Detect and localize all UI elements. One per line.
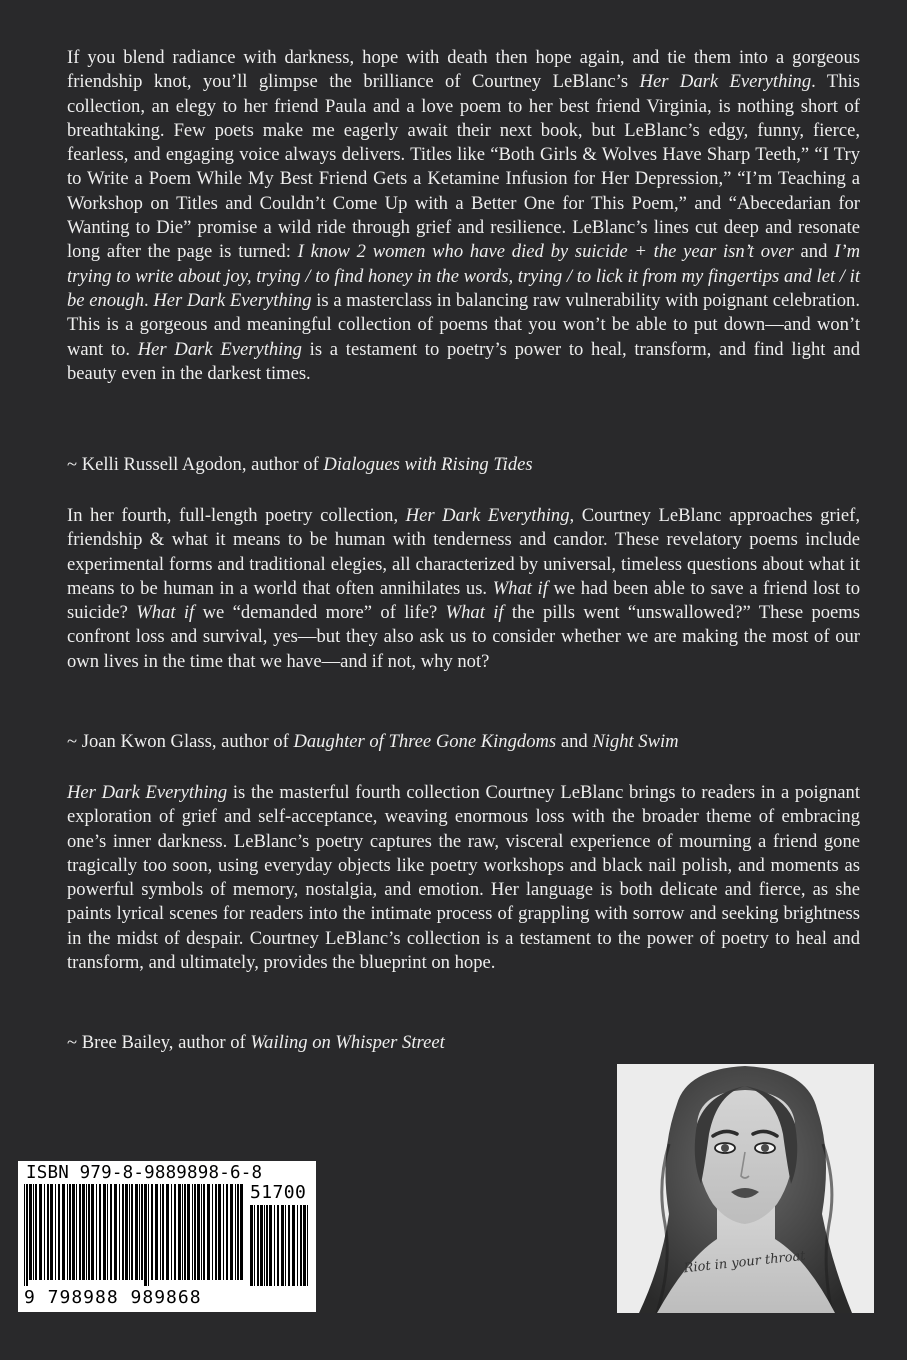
barcode-bar [69, 1184, 71, 1280]
ean-bars [24, 1184, 244, 1286]
barcode-bar [35, 1184, 37, 1280]
barcode-bar [119, 1184, 120, 1280]
italic-title: I’m trying to write about joy, trying / to find honey in the words, trying / to lick it from my fingertips and let / it be enough [67, 241, 860, 311]
barcode-bar [72, 1184, 75, 1280]
barcode-bar [292, 1205, 295, 1286]
barcode-bar [33, 1184, 34, 1280]
barcode-bar [207, 1184, 210, 1280]
barcode-bar [62, 1184, 65, 1280]
barcode-bar [266, 1205, 268, 1286]
barcode-bar [96, 1184, 97, 1280]
italic-title: What if [492, 577, 548, 599]
barcode-bar [139, 1184, 140, 1280]
italic-title: Night Swim [592, 731, 679, 752]
barcode-bar [26, 1184, 28, 1286]
barcode-bar [212, 1184, 213, 1280]
barcode-bar [269, 1205, 272, 1286]
barcode-bar [285, 1205, 286, 1286]
author-portrait-illustration [617, 1064, 874, 1313]
barcode-bar [201, 1184, 202, 1280]
barcode-bar [50, 1184, 53, 1280]
barcode-bar [122, 1184, 124, 1280]
isbn-label: ISBN 979-8-9889898-6-8 [26, 1163, 263, 1183]
italic-title: What if [445, 602, 504, 624]
barcode-bar [218, 1184, 221, 1280]
portrait-drawing [617, 1064, 874, 1313]
barcode-bar [274, 1205, 275, 1286]
barcode-bar [192, 1184, 193, 1280]
barcode-bar [110, 1184, 112, 1280]
barcode-bar [47, 1184, 49, 1280]
barcode-bar [148, 1184, 149, 1286]
barcode-bar [281, 1205, 284, 1286]
barcode-bar [155, 1184, 158, 1280]
barcode-bar [103, 1184, 106, 1280]
italic-title: What if [136, 602, 195, 624]
review-blurb-bailey: Her Dark Everything is the masterful fourth collection Courtney LeBlanc brings to readers in a poignant exploration of grief and self-acceptance, weaving enormous loss with the broader theme of embracing one’s inner darkness. LeBlanc’s poetry captures the raw, visceral experience of mourning a friend gone tragically too soon, using everyday objects like poetry workshops and black nail polish, and moments as powerful symbols of memory, nostalgia, and emotion. Her language is both delicate and fierce, as she paints lyrical scenes for readers into the intimate process of grappling with sorrow and seeking brightness in the midst of despair. Courtney LeBlanc’s collection is a testament to the power of poetry to heal and transform, and ultimately, provides the blueprint on hope. [67, 782, 860, 974]
barcode-bar [264, 1205, 265, 1286]
barcode-bar [250, 1205, 253, 1286]
barcode-bar [39, 1184, 42, 1280]
italic-title: Her Dark Everything [137, 338, 302, 360]
barcode-bar [257, 1205, 259, 1286]
barcode-bar [129, 1184, 130, 1280]
barcode-bar [184, 1184, 186, 1280]
barcode-bar [160, 1184, 161, 1280]
barcode-bar [114, 1184, 117, 1280]
review-blurb-agodon: If you blend radiance with darkness, hope with death then hope again, and tie them into a gorgeous friendship knot, you’ll glimpse the brilliance of Courtney LeBlanc’s Her Dark Everything. This collection, an elegy to her friend Paula and a love poem to her best friend Virginia, is nothing short of breathtaking. Few poets make me eagerly await their next book, but LeBlanc’s edgy, funny, fierce, fearless, and engaging voice always delivers. Titles like “Both Girls & Wolves Have Sharp Teeth,” “I Try to Write a Poem While My Best Friend Gets a Ketamine Infusion for Her Depression,” “I’m Teaching a Workshop on Titles and Couldn’t Come Up with a Better One for This Poem,” and “Abecedarian for Wanting to Die” promise a wild ride through grief and resilience. LeBlanc’s lines cut deep and resonate long after the page is turned: I know 2 women who have died by suicide + the year isn’t over and I’m trying to write about joy, trying / to find honey in the words, trying / to lick it from my fingertips and let / it be enough. Her Dark Everything is a masterclass in balancing raw vulnerability with poignant celebration. This is a gorgeous and meaningful collection of poems that you won’t be able to put down—and won’t want to. Her Dark Everything is a testament to poetry’s power to heal, transform, and find light and beauty even in the darkest times. [67, 47, 860, 384]
italic-title: Daughter of Three Gone Kingdoms [293, 731, 557, 752]
italic-title: Her Dark Everything [405, 505, 570, 526]
barcode-bar [107, 1184, 108, 1280]
barcode-bar [166, 1184, 169, 1280]
review-attribution-glass: ~ Joan Kwon Glass, author of Daughter of Three Gone Kingdoms and Night Swim [67, 731, 679, 752]
barcode-bar [235, 1184, 236, 1280]
barcode-bar [203, 1184, 205, 1280]
barcode-bar [91, 1184, 94, 1280]
tattoo-lettering: Riot in your throat [683, 1248, 807, 1277]
barcode-bar [58, 1184, 60, 1280]
barcode-bar [44, 1184, 45, 1280]
barcode-bar [223, 1184, 224, 1280]
italic-title: Her Dark Everything [67, 782, 228, 803]
barcode-bar [197, 1184, 200, 1280]
addon-bars [250, 1205, 310, 1286]
barcode-bar [303, 1205, 306, 1286]
barcode-bar [151, 1184, 153, 1280]
barcode-bar [277, 1205, 279, 1286]
isbn-barcode [18, 1161, 316, 1312]
barcode-bar [86, 1184, 87, 1280]
review-attribution-agodon: ~ Kelli Russell Agodon, author of Dialogues with Rising Tides [67, 454, 533, 475]
italic-title: I know 2 women who have died by suicide + the year isn’t over [297, 241, 794, 263]
barcode-bar [288, 1205, 290, 1286]
barcode-bar [99, 1184, 101, 1280]
price-code: 51700 [250, 1182, 307, 1203]
barcode-bar [307, 1205, 308, 1286]
review-blurb-glass: In her fourth, full-length poetry collection, Her Dark Everything, Courtney LeBlanc approaches grief, friendship & what it means to be human with tenderness and candor. These revelatory poems include experimental forms and traditional elegies, all characterized by universal, timeless questions about what it means to be human in a world that often annihilates us. What if we had been able to save a friend lost to suicide? What if we “demanded more” of life? What if the pills went “unswallowed?” These poems confront loss and survival, yes—but they also ask us to consider whether we are making the most of our own lives in the time that we have—and if not, why not? [67, 505, 861, 672]
barcode-bar [162, 1184, 164, 1280]
barcode-bar [24, 1184, 25, 1286]
barcode-bar [300, 1205, 302, 1286]
barcode-bar [125, 1184, 128, 1280]
barcode-bar [67, 1184, 68, 1280]
barcode-bar [141, 1184, 143, 1280]
barcode-bar [171, 1184, 172, 1280]
review-attribution-bailey: ~ Bree Bailey, author of Wailing on Whisper Street [67, 1032, 445, 1053]
italic-title: Her Dark Everything [639, 71, 812, 93]
barcode-bar [29, 1184, 32, 1280]
barcode-bar [82, 1184, 85, 1280]
barcode-bar [254, 1205, 255, 1286]
barcode-bar [144, 1184, 147, 1286]
barcode-bar [240, 1184, 243, 1280]
barcode-bar [237, 1184, 239, 1280]
barcode-bar [182, 1184, 183, 1280]
barcode-bar [260, 1205, 263, 1286]
italic-title: Wailing on Whisper Street [250, 1032, 445, 1053]
barcode-bar [55, 1184, 56, 1280]
barcode-bar [131, 1184, 133, 1280]
barcode-bar [230, 1184, 233, 1280]
barcode-bar [194, 1184, 196, 1280]
italic-title: Her Dark Everything [153, 289, 312, 311]
barcode-bar [178, 1184, 181, 1280]
barcode-bar [174, 1184, 176, 1280]
barcode-bar [226, 1184, 228, 1280]
barcode-bar [187, 1184, 190, 1280]
barcode-bar [135, 1184, 138, 1280]
barcode-bar [215, 1184, 217, 1280]
barcode-bar [88, 1184, 90, 1280]
ean-digits: 9 798988 989868 [24, 1287, 202, 1308]
barcode-bar [79, 1184, 81, 1280]
barcode-bar [297, 1205, 298, 1286]
italic-title: Dialogues with Rising Tides [323, 454, 533, 475]
barcode-bar [76, 1184, 77, 1280]
